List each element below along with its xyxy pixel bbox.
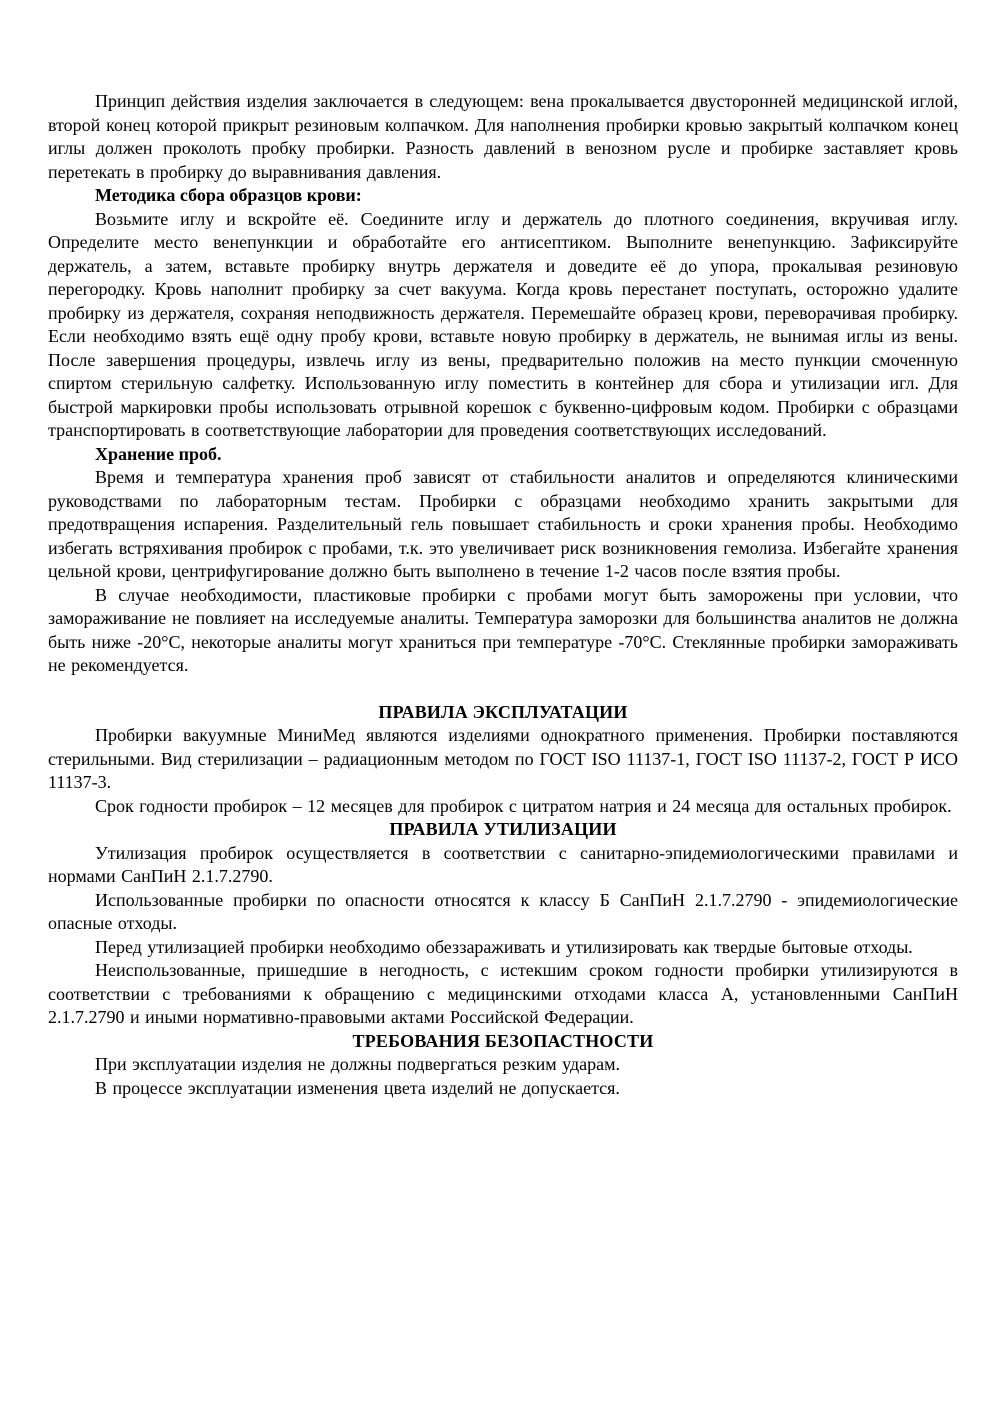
paragraph-no-sharp-impacts: При эксплуатации изделия не должны подвергаться резким ударам. bbox=[95, 1054, 621, 1074]
paragraph-unused-tubes-disposal: Неиспользованные, пришедшие в негодность, с истекшим сроком годности пробирки утилизируются в соответствии с требованиями к обращению с медицинскими отходами класса А, установленными СанПиН 2.1.7.2790 и иными нормативно-правовыми актами Российской Федерации. bbox=[48, 960, 958, 1027]
heading-operation-rules: ПРАВИЛА ЭКСПЛУАТАЦИИ bbox=[378, 701, 628, 722]
paragraph-operating-principle: Принцип действия изделия заключается в следующем: вена прокалывается двусторонней медицинской иглой, второй конец которой прикрыт резиновым колпачком. Для наполнения пробирки кровью закрытый колпачком конец иглы должен проколоть пробку пробирки. Разность давлений в венозном русле и пробирке заставляет кровь перетекать в пробирку до выравнивания давления. bbox=[48, 91, 958, 182]
paragraph-single-use-sterilization: Пробирки вакуумные МиниМед являются изделиями однократного применения. Пробирки поставляются стерильными. Вид стерилизации – радиационным методом по ГОСТ ISO 11137-1, ГОСТ ISO 11137-2, ГОСТ Р ИСО 11137-3. bbox=[48, 725, 958, 792]
paragraph-blood-sampling-procedure: Возьмите иглу и вскройте её. Соедините иглу и держатель до плотного соединения, вкручивая иглу. Определите место венепункции и обработайте его антисептиком. Выполните венепункцию. Зафиксируйте держатель, а затем, вставьте пробирку внутрь держателя и доведите её до упора, прокалывая резиновую перегородку. Кровь наполнит пробирку за счет вакуума. Когда кровь перестанет поступать, осторожно удалите пробирку из держателя, сохраняя неподвижность держателя. Перемешайте образец крови, переворачивая пробирку. Если необходимо взять ещё одну пробу крови, вставьте новую пробирку в держатель, не вынимая иглы из вены. После завершения процедуры, извлечь иглу из вены, предварительно положив на место пункции смоченную спиртом стерильную салфетку. Использованную иглу поместить в контейнер для сбора и утилизации игл. Для быстрой маркировки пробы использовать отрывной корешок с буквенно-цифровым кодом. Пробирки с образцами транспортировать в соответствующие лаборатории для проведения соответствующих исследований. bbox=[48, 208, 958, 440]
heading-safety-requirements: ТРЕБОВАНИЯ БЕЗОПАСТНОСТИ bbox=[352, 1030, 654, 1051]
paragraph-storage-conditions: Время и температура хранения проб зависят от стабильности аналитов и определяются клиническими руководствами по лабораторным тестам. Пробирки с образцами необходимо хранить закрытыми для предотвращения испарения. Разделительный гель повышает стабильность и сроки хранения пробы. Необходимо избегать встряхивания пробирок с пробами, т.к. это увеличивает риск возникновения гемолиза. Избегайте хранения цельной крови, центрифугирование должно быть выполнено в течение 1-2 часов после взятия пробы. bbox=[48, 467, 958, 581]
paragraph-disposal-sanpin: Утилизация пробирок осуществляется в соответствии с санитарно-эпидемиологическими правилами и нормами СанПиН 2.1.7.2790. bbox=[48, 842, 958, 886]
heading-disposal-rules: ПРАВИЛА УТИЛИЗАЦИИ bbox=[389, 819, 617, 839]
subheading-sample-storage: Хранение проб. bbox=[95, 443, 222, 464]
paragraph-freezing-conditions: В случае необходимости, пластиковые пробирки с пробами могут быть заморожены при условии, что замораживание не повлияет на исследуемые аналиты. Температура заморозки для большинства аналитов не должна быть ниже -20°С, некоторые аналиты могут храниться при температуре -70°С. Стеклянные пробирки замораживать не рекомендуется. bbox=[48, 584, 958, 675]
paragraph-shelf-life: Срок годности пробирок – 12 месяцев для пробирок с цитратом натрия и 24 месяца для остальных пробирок. bbox=[95, 795, 952, 816]
paragraph-no-color-change: В процессе эксплуатации изменения цвета изделий не допускается. bbox=[95, 1077, 620, 1098]
paragraph-decontamination: Перед утилизацией пробирки необходимо обеззараживать и утилизировать как твердые бытовые отходы. bbox=[95, 936, 913, 957]
subheading-blood-sampling-method: Методика сбора образцов крови: bbox=[95, 185, 362, 205]
paragraph-class-b-waste: Использованные пробирки по опасности относятся к классу Б СанПиН 2.1.7.2790 - эпидемиологические опасные отходы. bbox=[48, 889, 958, 933]
